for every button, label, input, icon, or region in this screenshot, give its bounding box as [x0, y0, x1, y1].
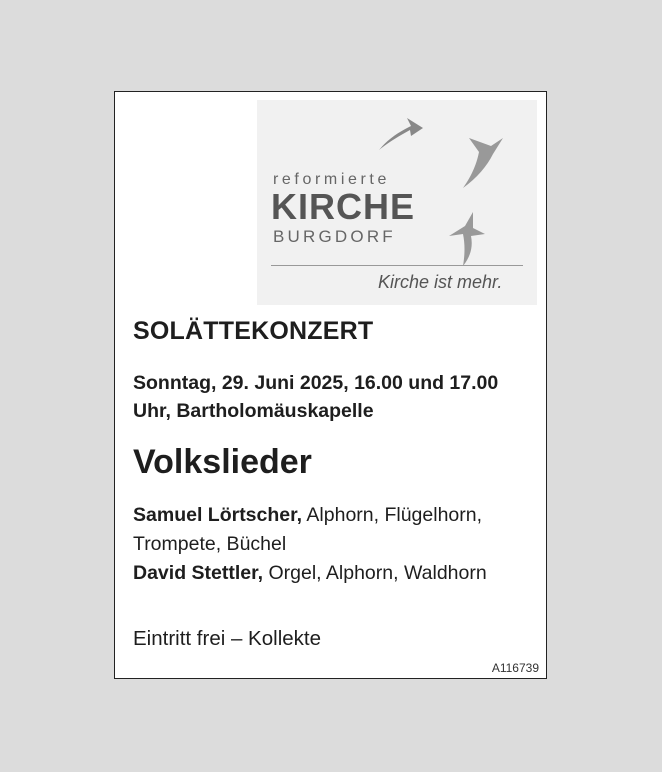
logo-divider: [271, 265, 523, 266]
performer-item: [133, 559, 533, 588]
entry-info: Eintritt frei – Kollekte: [133, 627, 321, 650]
concert-date: Sonntag, 29. Juni 2025, 16.00 und 17.00 Uhr, Bartholomäuskapelle: [133, 372, 499, 422]
advertisement: [114, 91, 547, 679]
swallow-icon: [459, 134, 505, 190]
performer-list: [133, 501, 533, 588]
performer-name: David Stettler,: [133, 562, 264, 584]
logo-text-burgdorf: BURGDORF: [273, 227, 396, 246]
logo-text-kirche: KIRCHE: [271, 186, 416, 227]
performer-name: Samuel Lörtscher,: [133, 504, 303, 526]
performer-instruments: Alphorn, Flügelhorn, Trompete, Büchel: [133, 504, 483, 555]
performer-item: [133, 501, 533, 559]
concert-subtitle: Volkslieder: [133, 443, 312, 481]
performer-instruments: Orgel, Alphorn, Waldhorn: [263, 562, 487, 584]
ad-reference-number: A116739: [491, 661, 539, 675]
church-logo: [257, 100, 537, 305]
logo-text-reformierte: reformierte: [273, 171, 390, 188]
logo-tagline: Kirche ist mehr.: [378, 272, 503, 292]
swallow-icon: [447, 210, 487, 268]
swallow-icon: [377, 116, 425, 152]
concert-title: SOLÄTTEKONZERT: [133, 317, 374, 345]
